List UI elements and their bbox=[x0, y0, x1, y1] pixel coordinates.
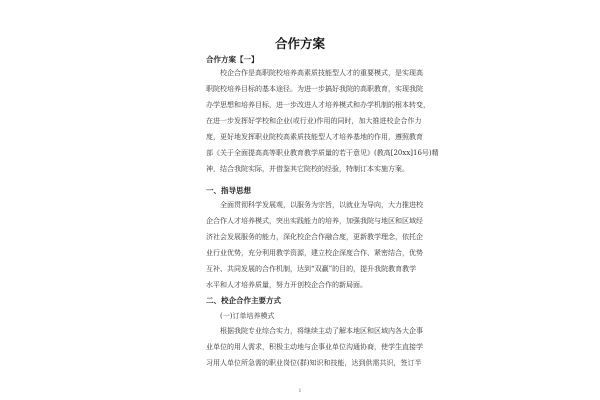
paragraph-line: 业行业优势，充分利用教学资源，建立校企深度合作、紧密结合，优势 bbox=[206, 249, 423, 257]
page-number: 1 bbox=[298, 388, 302, 394]
paragraph-line: 济社会发展服务的能力，深化校企合作融合度，更新教学理念，依托企 bbox=[206, 233, 423, 241]
heading-guiding-principle: 一、指导思想 bbox=[206, 186, 251, 195]
paragraph-line: 企合作人才培养模式，突出实践能力的培养，加强我院与地区和区域经 bbox=[206, 217, 423, 225]
paragraph-line: 全面贯彻科学发展观，以服务为宗旨，以就业为导向，大力推进校 bbox=[220, 201, 423, 209]
paragraph-line: 部《关于全面提高高等职业教育教学质量的若干意见》(教高[20xx]16号)精 bbox=[206, 149, 439, 157]
paragraph-line: 互补、共同发展的合作机制，达到“双赢”的目的，提升我院教育教学 bbox=[206, 265, 417, 273]
paragraph-line: 职院校培养目标的基本途径。为进一步搞好我院的高职教育，实现我院 bbox=[206, 85, 423, 93]
paragraph-line: 度，更好地发挥职业院校高素质技能型人才培养基地的作用，遵照教育 bbox=[206, 133, 423, 141]
heading-cooperation-modes: 二、校企合作主要方式 bbox=[206, 296, 281, 305]
paragraph-line: 办学思想和培养目标，进一步改进人才培养模式和办学机制的根本转变， bbox=[206, 101, 430, 109]
paragraph-line: 神，结合我院实际，并借鉴其它院校的经验，特制订本实施方案。 bbox=[206, 165, 409, 173]
paragraph-line: 业单位的用人需求，积极主动地与企事业单位沟通协商，使学生直接学 bbox=[206, 343, 423, 351]
paragraph-line: 水平和人才培养质量，努力开创校企合作的新局面。 bbox=[206, 281, 367, 289]
paragraph-line: 在进一步发挥好学校和企业(或行业)作用的同时，加大推进校企合作力 bbox=[206, 117, 422, 125]
paragraph-line: 习用人单位所急需的职业岗位(群)知识和技能，达到供需共识，签订半 bbox=[206, 359, 422, 367]
subheading-order-training: (一)订单培养模式 bbox=[220, 312, 275, 320]
paragraph-line: 根据我院专业综合实力，将继续主动了解本地区和区域内各大企事 bbox=[220, 327, 423, 335]
document-title: 合作方案 bbox=[274, 36, 325, 51]
section-heading: 合作方案【一】 bbox=[206, 55, 259, 64]
paragraph-line: 校企合作是高职院校培养高素质技能型人才的重要模式，是实现高 bbox=[220, 69, 423, 77]
